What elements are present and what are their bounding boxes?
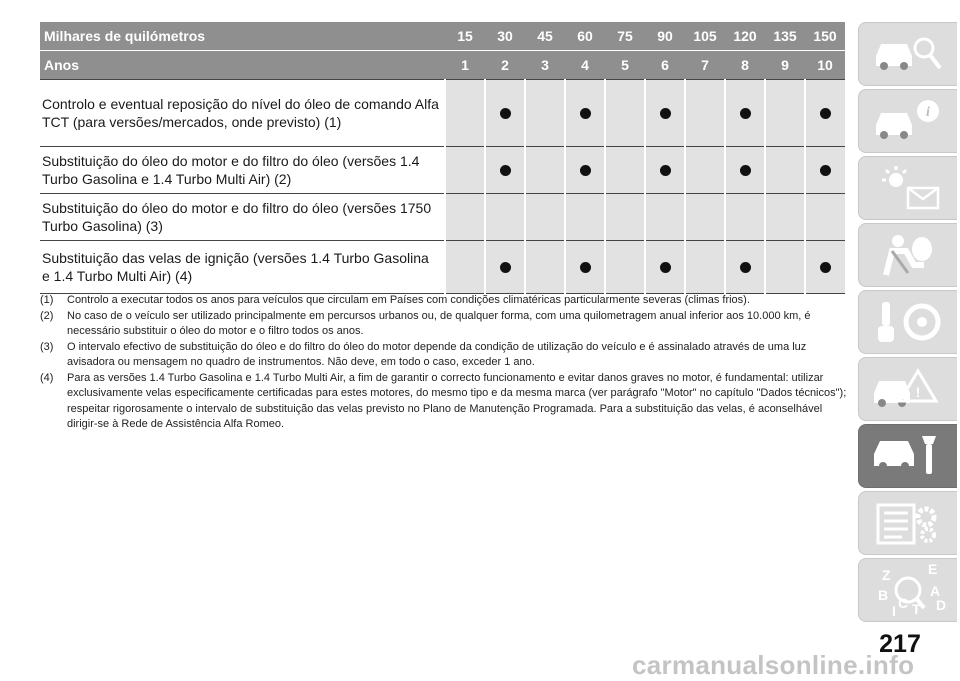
chapter-tab[interactable] [858, 22, 957, 86]
interval-cell [605, 147, 645, 194]
year-value: 7 [701, 57, 709, 73]
scheduled-dot [820, 262, 831, 273]
car-breakdown-icon [868, 363, 948, 415]
maintenance-row [40, 194, 845, 241]
index-letter: E [928, 564, 938, 577]
scheduled-dot [500, 262, 511, 273]
scheduled-dot [660, 262, 671, 273]
interval-cell [445, 147, 485, 194]
chapter-tab[interactable] [858, 558, 957, 622]
car-search-icon [868, 28, 948, 80]
interval-cell [765, 241, 805, 294]
interval-cell [805, 80, 845, 147]
footnote-number: (4) [40, 371, 54, 384]
interval-cell [525, 194, 565, 241]
interval-cell [605, 241, 645, 294]
maintenance-schedule-table [40, 22, 845, 294]
scheduled-dot [740, 108, 751, 119]
interval-cell [765, 80, 805, 147]
scheduled-dot [500, 165, 511, 176]
year-value: 8 [741, 57, 749, 73]
km-value: 90 [645, 22, 685, 51]
chapter-tab[interactable] [858, 89, 957, 153]
interval-cell [725, 194, 765, 241]
footnote-text: O intervalo efectivo de substituição do óleo e do filtro do óleo do motor depende da condição de utilização do veículo e é assinalado através de uma luz avisadora ou mensagem no quadro de instrumentos. Não deve, em todo o caso, exceder 1 ano. [67, 340, 807, 368]
km-value: 45 [525, 22, 565, 51]
year-value: 6 [661, 57, 669, 73]
interval-cell [685, 80, 725, 147]
scheduled-dot [820, 108, 831, 119]
interval-cell [765, 194, 805, 241]
interval-cell [485, 194, 525, 241]
maintenance-row [40, 241, 845, 294]
alphabetical-index-icon [868, 564, 948, 616]
interval-cell [805, 147, 845, 194]
km-header-label: Milhares de quilómetros [40, 22, 445, 51]
km-value: 105 [685, 22, 725, 51]
footnote-text: Para as versões 1.4 Turbo Gasolina e 1.4 Turbo Multi Air, a fim de garantir o correcto funcionamento e evitar danos graves no motor, é fundamental: utilizar exclusivamente velas especificamente certificadas para estes motores, do mesmo tipo e da mesma marca (ver parágrafo "Motor" no capítulo "Dados técnicos"); respeitar rigorosamente o intervalo de substituição das velas previsto no Plano de Manutenção Programada. Para a substituição das velas, é aconselhável dirigir-se à Rede de Assistência Alfa Romeo. [67, 371, 847, 430]
interval-cell [645, 80, 685, 147]
footnote-number: (1) [40, 294, 54, 306]
car-maintenance-wrench-icon [868, 430, 948, 482]
year-value: 5 [621, 57, 629, 73]
scheduled-dot [580, 108, 591, 119]
interval-cell [605, 80, 645, 147]
km-value: 150 [805, 22, 845, 51]
interval-cell [565, 147, 605, 194]
index-letter: B [878, 587, 889, 603]
footnote-number: (2) [40, 309, 54, 322]
svg-text:!: ! [915, 384, 921, 400]
index-letter: D [936, 597, 947, 613]
airbag-seatbelt-icon [868, 229, 948, 281]
chapter-tab[interactable] [858, 424, 957, 488]
interval-cell [485, 147, 525, 194]
interval-cell [445, 241, 485, 294]
year-value: 3 [541, 57, 549, 73]
interval-cell [565, 80, 605, 147]
km-value: 60 [565, 22, 605, 51]
year-value: 4 [581, 57, 589, 73]
interval-cell [645, 147, 685, 194]
operation-label: Substituição das velas de ignição (versões 1.4 Turbo Gasolina e 1.4 Turbo Multi Air) (4) [40, 241, 445, 294]
interval-cell [685, 194, 725, 241]
interval-cell [525, 147, 565, 194]
scheduled-dot [740, 262, 751, 273]
chapter-sidebar [858, 22, 960, 625]
operation-label: Substituição do óleo do motor e do filtro do óleo (versões 1.4 Turbo Gasolina e 1.4 Turbo Multi Air) (2) [40, 147, 445, 194]
technical-data-gear-icon [868, 497, 948, 549]
interval-cell [805, 241, 845, 294]
interval-cell [565, 241, 605, 294]
year-value: 2 [501, 57, 509, 73]
car-info-icon [868, 95, 948, 147]
km-header-row [40, 22, 845, 51]
chapter-tab[interactable] [858, 357, 957, 421]
km-value: 15 [445, 22, 485, 51]
footnote [40, 293, 848, 309]
svg-text:i: i [926, 105, 930, 120]
km-value: 120 [725, 22, 765, 51]
operation-label: Substituição do óleo do motor e do filtro do óleo (versões 1750 Turbo Gasolina) (3) [40, 194, 445, 241]
interval-cell [485, 80, 525, 147]
scheduled-dot [740, 165, 751, 176]
years-header-label: Anos [44, 57, 79, 73]
interval-cell [685, 241, 725, 294]
interval-cell [805, 194, 845, 241]
footnote [40, 309, 848, 340]
chapter-tab[interactable] [858, 290, 957, 354]
footnote [40, 371, 848, 433]
scheduled-dot [500, 108, 511, 119]
index-letter: A [930, 583, 941, 599]
interval-cell [525, 80, 565, 147]
year-value: 9 [781, 57, 789, 73]
interval-cell [765, 147, 805, 194]
interval-cell [725, 80, 765, 147]
scheduled-dot [580, 165, 591, 176]
footnotes [40, 293, 848, 433]
scheduled-dot [580, 262, 591, 273]
km-value: 30 [485, 22, 525, 51]
maintenance-row [40, 147, 845, 194]
interval-cell [645, 241, 685, 294]
chapter-tab[interactable] [858, 223, 957, 287]
interval-cell [725, 241, 765, 294]
interval-cell [445, 80, 485, 147]
interval-cell [485, 241, 525, 294]
year-value: 10 [817, 57, 833, 73]
index-letter: I [892, 603, 896, 616]
chapter-tab[interactable] [858, 491, 957, 555]
maintenance-row [40, 80, 845, 147]
footnote-text: No caso de o veículo ser utilizado principalmente em percursos urbanos ou, de qualquer forma, com uma quilometragem anual inferior aos 10.000 km, é necessário substituir o óleo do motor e o filtro todos os anos. [67, 309, 811, 337]
km-value: 75 [605, 22, 645, 51]
interval-cell [565, 194, 605, 241]
footnote-text: Controlo a executar todos os anos para veículos que circulam em Países com condições climatéricas particularmente severas (climas frios). [67, 294, 750, 306]
km-value: 135 [765, 22, 805, 51]
page-number: 217 [879, 630, 921, 658]
footnote-number: (3) [40, 340, 54, 353]
operation-label: Controlo e eventual reposição do nível do óleo de comando Alfa TCT (para versões/mercados, onde previsto) (1) [40, 80, 445, 147]
footnote [40, 340, 848, 371]
interval-cell [605, 194, 645, 241]
index-letter: T [912, 601, 921, 616]
interval-cell [725, 147, 765, 194]
scheduled-dot [660, 108, 671, 119]
interval-cell [445, 194, 485, 241]
interval-cell [685, 147, 725, 194]
maintenance-rows [40, 80, 845, 294]
scheduled-dot [820, 165, 831, 176]
watermark: carmanualsonline.info [632, 650, 915, 680]
index-letter: C [898, 595, 909, 611]
years-header-row [40, 51, 845, 80]
interval-cell [525, 241, 565, 294]
scheduled-dot [660, 165, 671, 176]
warning-light-message-icon [868, 162, 948, 214]
year-value: 1 [461, 57, 469, 73]
key-steering-wheel-icon [868, 296, 948, 348]
interval-cell [645, 194, 685, 241]
index-letter: Z [882, 567, 891, 583]
chapter-tab[interactable] [858, 156, 957, 220]
